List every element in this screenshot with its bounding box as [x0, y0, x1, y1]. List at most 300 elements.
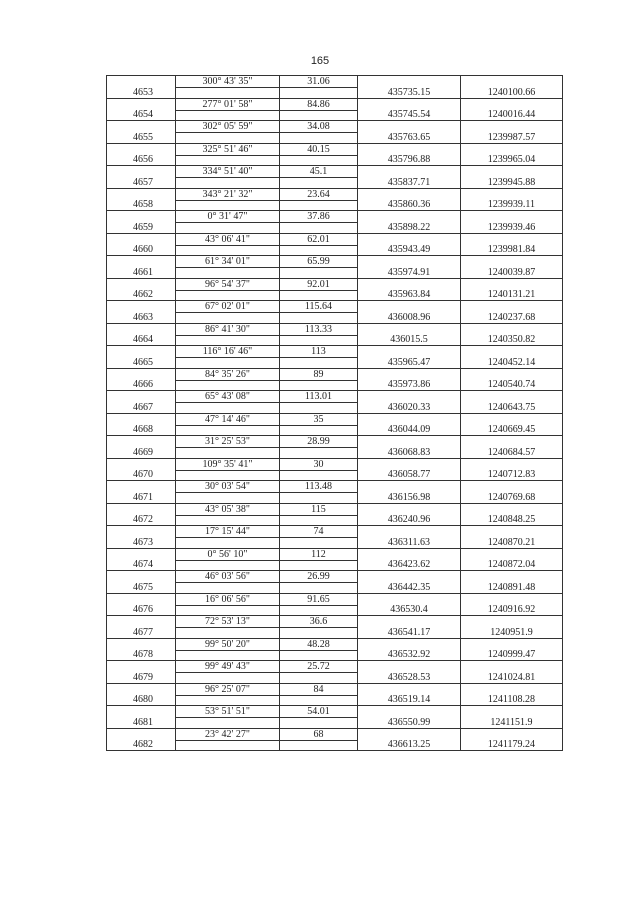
point-id: 4659	[133, 221, 153, 233]
distance-value: 26.99	[307, 571, 330, 582]
point-id-cell	[107, 346, 175, 368]
distance-value: 65.99	[307, 256, 330, 267]
x-coordinate-cell	[357, 526, 460, 548]
distance-cell	[279, 121, 357, 143]
x-coordinate: 436442.35	[387, 581, 431, 593]
distance-cell	[279, 301, 357, 323]
divider	[176, 740, 279, 741]
x-coordinate: 436311.63	[387, 536, 431, 548]
distance-value: 31.06	[307, 76, 330, 87]
point-id-cell	[107, 211, 175, 233]
y-coordinate: 1239965.04	[487, 154, 536, 165]
angle-cell	[175, 706, 279, 728]
distance-cell	[279, 189, 357, 211]
y-coordinate: 1240540.74	[487, 379, 536, 390]
table-row	[107, 525, 562, 548]
point-id: 4654	[133, 109, 153, 120]
angle-value: 47° 14' 46"	[205, 413, 250, 425]
y-coordinate: 1239987.57	[487, 131, 536, 143]
x-coordinate-cell	[357, 414, 460, 436]
y-coordinate: 1240131.21	[487, 289, 536, 300]
x-coordinate: 435898.22	[387, 221, 431, 233]
x-coordinate-cell	[357, 324, 460, 346]
table-row	[107, 120, 562, 143]
x-coordinate: 435943.49	[387, 244, 431, 255]
distance-value: 112	[311, 548, 326, 560]
y-coordinate: 1240999.47	[487, 649, 536, 660]
x-coordinate-cell	[357, 594, 460, 616]
divider	[176, 470, 279, 471]
divider	[280, 155, 357, 156]
point-id: 4653	[133, 86, 153, 98]
distance-value: 30	[313, 458, 324, 470]
x-coordinate: 436530.4	[390, 604, 428, 615]
angle-cell	[175, 346, 279, 368]
x-coordinate-cell	[357, 391, 460, 413]
x-coordinate: 436058.77	[387, 469, 431, 480]
y-coordinate-cell	[460, 279, 562, 301]
angle-cell	[175, 549, 279, 571]
x-coordinate-cell	[357, 99, 460, 121]
point-id: 4656	[133, 154, 153, 165]
x-coordinate: 436519.14	[387, 694, 431, 705]
angle-value: 116° 16' 46"	[202, 346, 253, 357]
table-row	[107, 300, 562, 323]
distance-cell	[279, 684, 357, 706]
y-coordinate: 1240848.25	[487, 514, 536, 525]
x-coordinate-cell	[357, 144, 460, 166]
point-id: 4658	[133, 199, 153, 210]
angle-value: 96° 25' 07"	[205, 683, 250, 695]
distance-value: 115.64	[304, 301, 333, 312]
page-number: 165	[310, 55, 330, 67]
table-row	[107, 345, 562, 368]
divider	[176, 425, 279, 426]
point-id-cell	[107, 391, 175, 413]
y-coordinate: 1240712.83	[487, 469, 536, 480]
angle-value: 96° 54' 37"	[205, 278, 250, 290]
table-row	[107, 503, 562, 526]
angle-cell	[175, 211, 279, 233]
divider	[176, 717, 279, 718]
y-coordinate-cell	[460, 616, 562, 638]
y-coordinate-cell	[460, 301, 562, 323]
point-id-cell	[107, 661, 175, 683]
point-id-cell	[107, 639, 175, 661]
y-coordinate: 1240916.92	[487, 604, 536, 615]
distance-value: 84	[313, 683, 324, 695]
angle-cell	[175, 436, 279, 458]
y-coordinate: 1241108.28	[487, 694, 536, 705]
y-coordinate-cell	[460, 189, 562, 211]
distance-cell	[279, 594, 357, 616]
point-id-cell	[107, 144, 175, 166]
angle-value: 30° 03' 54"	[205, 481, 250, 492]
point-id: 4669	[133, 446, 153, 458]
x-coordinate: 436068.83	[387, 446, 431, 458]
y-coordinate-cell	[460, 526, 562, 548]
angle-value: 99° 50' 20"	[205, 638, 250, 650]
x-coordinate-cell	[357, 211, 460, 233]
table-row	[107, 413, 562, 436]
angle-cell	[175, 301, 279, 323]
y-coordinate-cell	[460, 369, 562, 391]
distance-value: 113.48	[304, 481, 333, 492]
divider	[280, 132, 357, 133]
angle-value: 277° 01' 58"	[202, 98, 253, 110]
point-id-cell	[107, 616, 175, 638]
divider	[176, 200, 279, 201]
y-coordinate-cell	[460, 346, 562, 368]
distance-cell	[279, 571, 357, 593]
angle-cell	[175, 481, 279, 503]
divider	[280, 695, 357, 696]
distance-cell	[279, 459, 357, 481]
angle-value: 99° 49' 43"	[205, 661, 250, 672]
angle-value: 16° 06' 56"	[205, 593, 250, 605]
table-row	[107, 660, 562, 683]
angle-value: 43° 05' 38"	[205, 503, 250, 515]
divider	[176, 537, 279, 538]
divider	[280, 515, 357, 516]
x-coordinate-cell	[357, 684, 460, 706]
y-coordinate-cell	[460, 549, 562, 571]
angle-value: 0° 31' 47"	[207, 211, 248, 222]
x-coordinate: 436156.98	[387, 491, 431, 503]
point-id-cell	[107, 369, 175, 391]
divider	[280, 582, 357, 583]
point-id: 4660	[133, 244, 153, 255]
table-row	[107, 278, 562, 301]
point-id-cell	[107, 594, 175, 616]
angle-cell	[175, 256, 279, 278]
point-id-cell	[107, 324, 175, 346]
point-id-cell	[107, 99, 175, 121]
angle-cell	[175, 526, 279, 548]
x-coordinate: 435974.91	[387, 266, 431, 278]
divider	[176, 335, 279, 336]
table-row	[107, 548, 562, 571]
divider	[176, 267, 279, 268]
x-coordinate-cell	[357, 279, 460, 301]
divider	[280, 357, 357, 358]
table-row	[107, 143, 562, 166]
divider	[176, 222, 279, 223]
point-id: 4682	[133, 739, 153, 750]
coordinates-table	[106, 75, 563, 751]
divider	[280, 470, 357, 471]
divider	[176, 177, 279, 178]
x-coordinate: 435763.65	[387, 131, 431, 143]
distance-cell	[279, 76, 357, 98]
distance-value: 37.86	[307, 211, 330, 222]
divider	[280, 402, 357, 403]
divider	[176, 492, 279, 493]
divider	[280, 492, 357, 493]
point-id-cell	[107, 121, 175, 143]
point-id: 4667	[133, 401, 153, 413]
x-coordinate: 435973.86	[387, 379, 431, 390]
divider	[280, 650, 357, 651]
table-row	[107, 705, 562, 728]
angle-cell	[175, 661, 279, 683]
y-coordinate: 1240452.14	[487, 356, 536, 368]
x-coordinate: 436532.92	[387, 649, 431, 660]
distance-value: 62.01	[307, 233, 330, 245]
distance-cell	[279, 256, 357, 278]
divider	[280, 447, 357, 448]
distance-value: 35	[313, 413, 324, 425]
x-coordinate-cell	[357, 616, 460, 638]
divider	[176, 695, 279, 696]
y-coordinate: 1240350.82	[487, 334, 536, 345]
divider	[280, 335, 357, 336]
y-coordinate: 1240016.44	[487, 109, 536, 120]
point-id-cell	[107, 504, 175, 526]
x-coordinate-cell	[357, 256, 460, 278]
x-coordinate-cell	[357, 301, 460, 323]
distance-cell	[279, 414, 357, 436]
angle-cell	[175, 99, 279, 121]
divider	[176, 627, 279, 628]
y-coordinate: 1240870.21	[487, 536, 536, 548]
distance-value: 68	[313, 728, 324, 740]
y-coordinate: 1240891.48	[487, 581, 536, 593]
angle-cell	[175, 571, 279, 593]
table-row	[107, 188, 562, 211]
angle-cell	[175, 234, 279, 256]
y-coordinate-cell	[460, 661, 562, 683]
x-coordinate: 435735.15	[387, 86, 431, 98]
distance-value: 36.6	[309, 616, 328, 627]
y-coordinate-cell	[460, 414, 562, 436]
y-coordinate: 1240039.87	[487, 266, 536, 278]
y-coordinate-cell	[460, 594, 562, 616]
y-coordinate-cell	[460, 76, 562, 98]
y-coordinate: 1239945.88	[487, 176, 536, 188]
divider	[176, 650, 279, 651]
x-coordinate: 436015.5	[390, 334, 428, 345]
divider	[176, 87, 279, 88]
x-coordinate: 436008.96	[387, 311, 431, 323]
distance-cell	[279, 436, 357, 458]
y-coordinate: 1239981.84	[487, 244, 536, 255]
table-row	[107, 255, 562, 278]
table-row	[107, 323, 562, 346]
divider	[280, 380, 357, 381]
distance-cell	[279, 279, 357, 301]
point-id: 4676	[133, 604, 153, 615]
table-row	[107, 480, 562, 503]
table-row	[107, 390, 562, 413]
x-coordinate-cell	[357, 504, 460, 526]
table-row	[107, 98, 562, 121]
point-id-cell	[107, 706, 175, 728]
x-coordinate-cell	[357, 459, 460, 481]
angle-value: 334° 51' 40"	[202, 166, 253, 177]
table-row	[107, 210, 562, 233]
distance-value: 92.01	[307, 278, 330, 290]
distance-value: 45.1	[309, 166, 328, 177]
y-coordinate-cell	[460, 256, 562, 278]
y-coordinate: 1240951.9	[490, 626, 533, 638]
angle-value: 23° 42' 27"	[205, 728, 250, 740]
y-coordinate: 1240669.45	[487, 424, 536, 435]
divider	[280, 740, 357, 741]
point-id: 4655	[133, 131, 153, 143]
x-coordinate-cell	[357, 639, 460, 661]
divider	[280, 717, 357, 718]
angle-cell	[175, 369, 279, 391]
x-coordinate-cell	[357, 571, 460, 593]
x-coordinate-cell	[357, 76, 460, 98]
point-id: 4675	[133, 581, 153, 593]
point-id: 4666	[133, 379, 153, 390]
angle-value: 53° 51' 51"	[205, 706, 250, 717]
y-coordinate-cell	[460, 166, 562, 188]
divider	[176, 672, 279, 673]
angle-cell	[175, 391, 279, 413]
x-coordinate-cell	[357, 436, 460, 458]
distance-cell	[279, 234, 357, 256]
x-coordinate: 436550.99	[387, 716, 431, 728]
divider	[280, 267, 357, 268]
point-id: 4681	[133, 716, 153, 728]
x-coordinate-cell	[357, 166, 460, 188]
x-coordinate: 435745.54	[387, 109, 431, 120]
distance-value: 113.01	[304, 391, 333, 402]
angle-cell	[175, 684, 279, 706]
divider	[176, 402, 279, 403]
table-row	[107, 683, 562, 706]
y-coordinate-cell	[460, 99, 562, 121]
x-coordinate-cell	[357, 706, 460, 728]
y-coordinate: 1239939.11	[487, 199, 536, 210]
divider	[176, 357, 279, 358]
distance-value: 84.86	[307, 98, 330, 110]
angle-cell	[175, 729, 279, 751]
table-row	[107, 728, 562, 751]
point-id-cell	[107, 166, 175, 188]
x-coordinate-cell	[357, 729, 460, 751]
y-coordinate-cell	[460, 144, 562, 166]
angle-value: 61° 34' 01"	[205, 256, 250, 267]
angle-value: 300° 43' 35"	[202, 76, 253, 87]
table-row	[107, 165, 562, 188]
distance-cell	[279, 661, 357, 683]
divider	[176, 245, 279, 246]
point-id: 4673	[133, 536, 153, 548]
distance-value: 23.64	[307, 188, 330, 200]
divider	[176, 582, 279, 583]
x-coordinate-cell	[357, 121, 460, 143]
distance-value: 34.08	[307, 121, 330, 132]
y-coordinate: 1239939.46	[487, 221, 536, 233]
point-id-cell	[107, 549, 175, 571]
distance-cell	[279, 144, 357, 166]
angle-cell	[175, 279, 279, 301]
divider	[280, 177, 357, 178]
x-coordinate: 436613.25	[387, 739, 431, 750]
y-coordinate-cell	[460, 211, 562, 233]
point-id-cell	[107, 301, 175, 323]
angle-value: 31° 25' 53"	[205, 436, 250, 447]
point-id-cell	[107, 481, 175, 503]
point-id: 4661	[133, 266, 153, 278]
y-coordinate: 1240237.68	[487, 311, 536, 323]
divider	[280, 560, 357, 561]
point-id: 4663	[133, 311, 153, 323]
point-id: 4678	[133, 649, 153, 660]
angle-value: 72° 53' 13"	[205, 616, 250, 627]
point-id: 4679	[133, 671, 153, 683]
point-id-cell	[107, 234, 175, 256]
distance-value: 89	[313, 368, 324, 380]
point-id: 4664	[133, 334, 153, 345]
divider	[280, 110, 357, 111]
distance-value: 113.33	[304, 323, 333, 335]
angle-value: 43° 06' 41"	[205, 233, 250, 245]
point-id-cell	[107, 76, 175, 98]
distance-cell	[279, 549, 357, 571]
point-id-cell	[107, 189, 175, 211]
angle-cell	[175, 639, 279, 661]
y-coordinate-cell	[460, 391, 562, 413]
angle-cell	[175, 144, 279, 166]
x-coordinate: 436240.96	[387, 514, 431, 525]
divider	[280, 627, 357, 628]
distance-cell	[279, 504, 357, 526]
y-coordinate-cell	[460, 459, 562, 481]
y-coordinate: 1241179.24	[487, 739, 536, 750]
point-id: 4670	[133, 469, 153, 480]
distance-cell	[279, 166, 357, 188]
y-coordinate-cell	[460, 121, 562, 143]
distance-cell	[279, 324, 357, 346]
x-coordinate: 435963.84	[387, 289, 431, 300]
y-coordinate: 1240643.75	[487, 401, 536, 413]
x-coordinate: 436044.09	[387, 424, 431, 435]
point-id-cell	[107, 256, 175, 278]
distance-cell	[279, 99, 357, 121]
x-coordinate: 436541.17	[387, 626, 431, 638]
point-id-cell	[107, 414, 175, 436]
distance-value: 91.65	[307, 593, 330, 605]
y-coordinate-cell	[460, 234, 562, 256]
point-id: 4662	[133, 289, 153, 300]
angle-cell	[175, 166, 279, 188]
divider	[176, 312, 279, 313]
divider	[280, 672, 357, 673]
x-coordinate-cell	[357, 189, 460, 211]
x-coordinate-cell	[357, 549, 460, 571]
divider	[280, 425, 357, 426]
point-id-cell	[107, 684, 175, 706]
distance-cell	[279, 369, 357, 391]
point-id-cell	[107, 436, 175, 458]
table-row	[107, 593, 562, 616]
angle-value: 65° 43' 08"	[205, 391, 250, 402]
angle-cell	[175, 616, 279, 638]
angle-value: 86° 41' 30"	[205, 323, 250, 335]
x-coordinate: 436528.53	[387, 671, 431, 683]
point-id: 4657	[133, 176, 153, 188]
angle-value: 109° 35' 41"	[202, 458, 253, 470]
point-id: 4674	[133, 559, 153, 570]
distance-cell	[279, 211, 357, 233]
angle-cell	[175, 594, 279, 616]
x-coordinate: 436020.33	[387, 401, 431, 413]
